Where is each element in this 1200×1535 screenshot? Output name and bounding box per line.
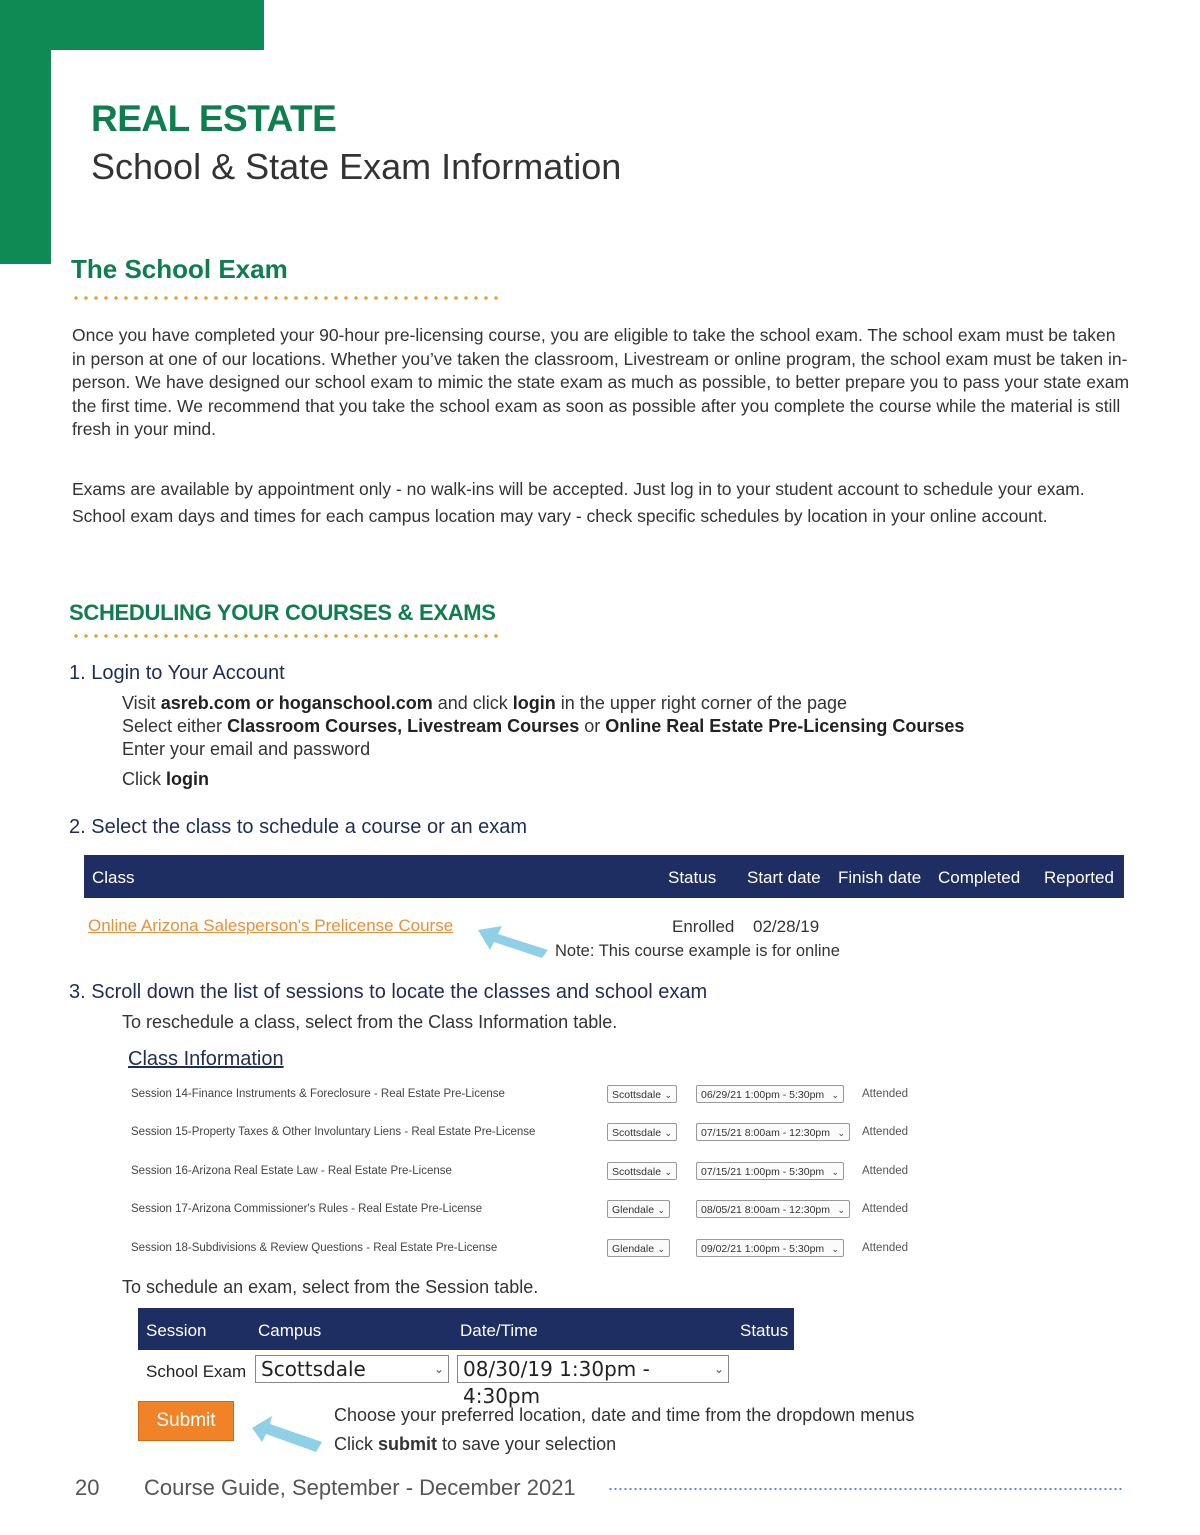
chevron-down-icon: ⌄ — [664, 1090, 672, 1100]
campus-select[interactable]: Scottsdale ⌄ — [607, 1162, 677, 1180]
session-row — [0, 1085, 1200, 1107]
chevron-down-icon: ⌄ — [713, 1362, 724, 1376]
session-table-header — [138, 1308, 794, 1350]
pointer-arrow-icon — [476, 922, 552, 962]
session-name: Session 16-Arizona Real Estate Law - Real Estate Pre-License — [131, 1165, 452, 1177]
datetime-select[interactable]: 07/15/21 1:00pm - 5:30pm ⌄ — [696, 1162, 844, 1180]
session-status: Attended — [862, 1088, 909, 1100]
header-class: Class — [92, 868, 135, 887]
header-status: Status — [740, 1321, 789, 1340]
click-submit-instruction: Click submit to save your selection — [334, 1434, 617, 1454]
step-3-title: 3. Scroll down the list of sessions to locate the classes and school exam — [69, 981, 708, 1003]
campus-select[interactable]: Scottsdale ⌄ — [607, 1123, 677, 1141]
scheduling-heading: SCHEDULING YOUR COURSES & EXAMS — [69, 600, 496, 625]
course-note: Note: This course example is for online — [555, 942, 840, 960]
session-status: Attended — [862, 1126, 909, 1138]
session-row — [0, 1123, 1200, 1145]
campus-select[interactable]: Glendale ⌄ — [607, 1200, 670, 1218]
header-campus: Campus — [258, 1321, 322, 1340]
header-finish-date: Finish date — [838, 868, 922, 887]
pointer-arrow-icon — [250, 1414, 326, 1456]
page-title: REAL ESTATE — [91, 98, 337, 139]
campus-select[interactable]: Glendale ⌄ — [607, 1239, 670, 1257]
page-number: 20 — [75, 1475, 100, 1500]
class-table-header — [84, 855, 1124, 898]
course-status: Enrolled — [672, 917, 735, 936]
session-status: Attended — [862, 1165, 909, 1177]
chevron-down-icon: ⌄ — [657, 1205, 665, 1215]
session-status: Attended — [862, 1242, 909, 1254]
header-session: Session — [146, 1321, 207, 1340]
dotted-divider — [71, 295, 501, 301]
page-subtitle: School & State Exam Information — [91, 146, 622, 187]
exam-session-row — [139, 1355, 794, 1408]
datetime-select[interactable]: 08/05/21 8:00am - 12:30pm ⌄ — [696, 1200, 850, 1218]
school-exam-paragraph-2: Exams are available by appointment only - no walk-ins will be accepted. Just log in to your student account to schedule your exam. School exam days and times for each campus location may vary - check specific schedules by location in your online account. — [72, 479, 1085, 526]
step-1-title: 1. Login to Your Account — [69, 662, 285, 684]
school-exam-heading: The School Exam — [71, 254, 288, 284]
step-1-line-1: Visit asreb.com or hoganschool.com and click login in the upper right corner of the page — [122, 693, 847, 713]
header-start-date: Start date — [747, 868, 821, 887]
header-reported: Reported — [1044, 868, 1114, 887]
session-name: Session 15-Property Taxes & Other Involuntary Liens - Real Estate Pre-License — [131, 1126, 536, 1138]
step-1-line-2: Select either Classroom Courses, Livestream Courses or Online Real Estate Pre-Licensing Courses — [122, 716, 965, 736]
dotted-divider — [71, 633, 501, 639]
chevron-down-icon: ⌄ — [664, 1167, 672, 1177]
step-1-line-4: Click login — [122, 769, 209, 789]
course-start-date: 02/28/19 — [753, 917, 820, 936]
exam-session-name: School Exam — [146, 1362, 247, 1381]
chevron-down-icon: ⌄ — [831, 1244, 839, 1254]
exam-datetime-select[interactable]: 08/30/19 1:30pm - 4:30pm ⌄ — [457, 1355, 729, 1383]
header-completed: Completed — [938, 868, 1021, 887]
reschedule-instruction: To reschedule a class, select from the Class Information table. — [122, 1012, 618, 1032]
step-2-title: 2. Select the class to schedule a course or an exam — [69, 816, 528, 838]
chevron-down-icon: ⌄ — [657, 1244, 665, 1254]
step-1-line-3: Enter your email and password — [122, 739, 371, 759]
session-row — [0, 1200, 1200, 1222]
course-link[interactable]: Online Arizona Salesperson's Prelicense Course — [88, 916, 454, 935]
session-name: Session 18-Subdivisions & Review Questions - Real Estate Pre-License — [131, 1242, 498, 1254]
class-information-title: Class Information — [128, 1048, 284, 1070]
school-exam-paragraph-1: Once you have completed your 90-hour pre-licensing course, you are eligible to take the school exam. The school exam must be taken in person at one of our locations. Whether you’ve taken the classroom, Livestream or online program, the school exam must be taken in-person. We have designed our school exam to mimic the state exam as much as possible, to better prepare you to pass your state exam the first time. We recommend that you take the school exam as soon as possible after you complete the course while the material is still fresh in your mind. — [72, 325, 1130, 439]
chevron-down-icon: ⌄ — [664, 1128, 672, 1138]
footer-dotted-line — [608, 1487, 1122, 1491]
chevron-down-icon: ⌄ — [837, 1128, 845, 1138]
chevron-down-icon: ⌄ — [831, 1167, 839, 1177]
datetime-select[interactable]: 07/15/21 8:00am - 12:30pm ⌄ — [696, 1123, 850, 1141]
session-row — [0, 1162, 1200, 1184]
choose-instruction: Choose your preferred location, date and time from the dropdown menus — [334, 1405, 915, 1425]
campus-select[interactable]: Scottsdale ⌄ — [607, 1085, 677, 1103]
datetime-select[interactable]: 06/29/21 1:00pm - 5:30pm ⌄ — [696, 1085, 844, 1103]
session-row — [0, 1239, 1200, 1261]
chevron-down-icon: ⌄ — [837, 1205, 845, 1215]
session-status: Attended — [862, 1203, 909, 1215]
chevron-down-icon: ⌄ — [433, 1362, 444, 1376]
schedule-exam-instruction: To schedule an exam, select from the Session table. — [122, 1277, 539, 1297]
datetime-select[interactable]: 09/02/21 1:00pm - 5:30pm ⌄ — [696, 1239, 844, 1257]
footer-guide-title: Course Guide, September - December 2021 — [144, 1475, 576, 1500]
header-datetime: Date/Time — [460, 1321, 538, 1340]
header-status: Status — [668, 868, 717, 887]
green-corner-bar-left — [0, 0, 51, 264]
exam-campus-select[interactable]: Scottsdale ⌄ — [255, 1355, 449, 1383]
session-name: Session 17-Arizona Commissioner's Rules - Real Estate Pre-License — [131, 1203, 483, 1215]
website-links: asreb.com or hoganschool.com — [160, 693, 433, 713]
submit-button[interactable]: Submit — [138, 1401, 234, 1441]
session-name: Session 14-Finance Instruments & Foreclosure - Real Estate Pre-License — [131, 1088, 505, 1100]
chevron-down-icon: ⌄ — [831, 1090, 839, 1100]
